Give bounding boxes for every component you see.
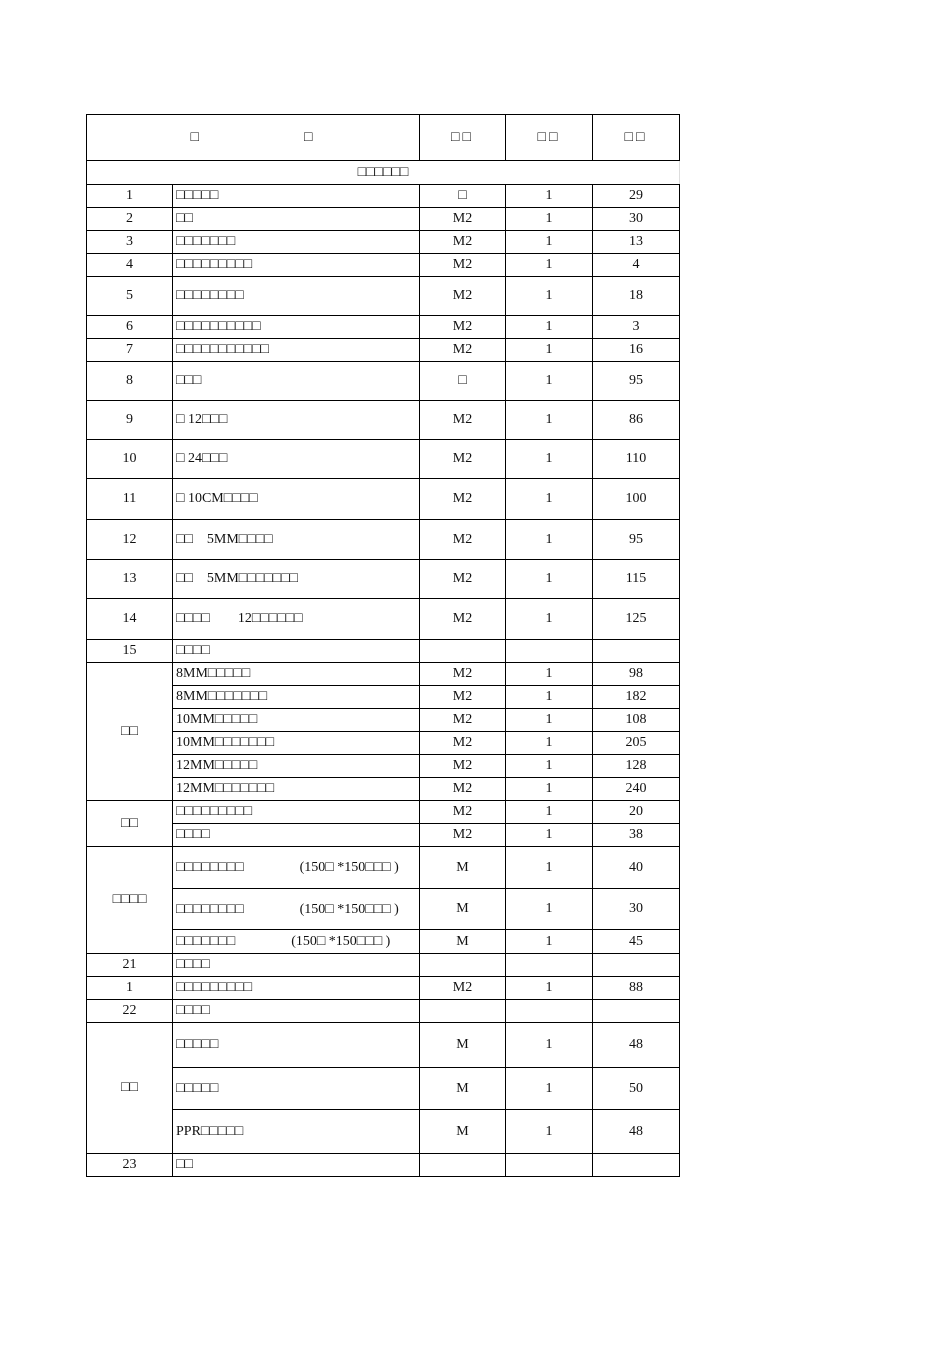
item-qty: 1 xyxy=(506,339,593,362)
item-qty: 1 xyxy=(506,732,593,755)
table-row xyxy=(87,732,680,755)
section-title: □□□□□□ xyxy=(87,161,680,185)
item-price xyxy=(593,1000,680,1023)
item-price: 100 xyxy=(593,479,680,520)
item-unit: M2 xyxy=(420,520,506,560)
item-price: 18 xyxy=(593,277,680,316)
row-number: 5 xyxy=(87,277,173,316)
table-row xyxy=(87,1000,680,1023)
row-number: 8 xyxy=(87,362,173,401)
item-price: 38 xyxy=(593,824,680,847)
item-price: 48 xyxy=(593,1023,680,1068)
table-row xyxy=(87,977,680,1000)
item-qty: 1 xyxy=(506,560,593,599)
row-number: 13 xyxy=(87,560,173,599)
item-name: □□□□□□□□ xyxy=(173,277,420,316)
item-unit: M2 xyxy=(420,977,506,1000)
item-name: □□ xyxy=(173,208,420,231)
item-qty: 1 xyxy=(506,977,593,1000)
item-price: 86 xyxy=(593,401,680,440)
item-name: □□□□□ xyxy=(173,185,420,208)
row-number: 12 xyxy=(87,520,173,560)
item-price: 20 xyxy=(593,801,680,824)
table-row xyxy=(87,1023,680,1068)
table-row xyxy=(87,930,680,954)
table-row xyxy=(87,847,680,889)
item-name: □□ 5MM□□□□□□□ xyxy=(173,560,420,599)
item-name: □□ xyxy=(173,1154,420,1177)
item-price: 45 xyxy=(593,930,680,954)
item-unit xyxy=(420,1000,506,1023)
row-number: 3 xyxy=(87,231,173,254)
item-qty: 1 xyxy=(506,686,593,709)
header-qty: □□ xyxy=(506,115,593,161)
table-row xyxy=(87,208,680,231)
row-number: 21 xyxy=(87,954,173,977)
item-qty: 1 xyxy=(506,520,593,560)
item-name: □□□□□□□ (150□ *150□□□ ) xyxy=(173,930,420,954)
header-price: □□ xyxy=(593,115,680,161)
item-price: 98 xyxy=(593,663,680,686)
item-name: □□□□ xyxy=(173,824,420,847)
item-unit: M2 xyxy=(420,401,506,440)
group-label: □□ xyxy=(87,663,173,801)
item-unit: M2 xyxy=(420,686,506,709)
item-qty: 1 xyxy=(506,1110,593,1154)
item-price xyxy=(593,1154,680,1177)
item-qty xyxy=(506,954,593,977)
item-qty: 1 xyxy=(506,1068,593,1110)
item-name: 12MM□□□□□ xyxy=(173,755,420,778)
item-price: 110 xyxy=(593,440,680,479)
item-price: 50 xyxy=(593,1068,680,1110)
item-unit: M xyxy=(420,930,506,954)
item-name: □ 24□□□ xyxy=(173,440,420,479)
item-price: 30 xyxy=(593,208,680,231)
item-price: 48 xyxy=(593,1110,680,1154)
item-name: □□ 5MM□□□□ xyxy=(173,520,420,560)
table-row xyxy=(87,954,680,977)
item-unit: M2 xyxy=(420,732,506,755)
table-row xyxy=(87,778,680,801)
row-number: 4 xyxy=(87,254,173,277)
item-price: 29 xyxy=(593,185,680,208)
item-unit xyxy=(420,640,506,663)
item-qty: 1 xyxy=(506,930,593,954)
item-qty: 1 xyxy=(506,824,593,847)
item-unit: M xyxy=(420,1110,506,1154)
item-qty: 1 xyxy=(506,778,593,801)
table-row xyxy=(87,599,680,640)
row-number: 14 xyxy=(87,599,173,640)
item-name: □□□□□□□□□ xyxy=(173,254,420,277)
item-qty: 1 xyxy=(506,479,593,520)
item-qty: 1 xyxy=(506,401,593,440)
group-label: □□ xyxy=(87,1023,173,1154)
item-qty: 1 xyxy=(506,185,593,208)
table-row xyxy=(87,801,680,824)
item-price: 128 xyxy=(593,755,680,778)
item-qty xyxy=(506,1154,593,1177)
item-qty: 1 xyxy=(506,231,593,254)
table-row xyxy=(87,709,680,732)
item-name: □□□□ xyxy=(173,1000,420,1023)
table-row xyxy=(87,231,680,254)
table-row xyxy=(87,520,680,560)
table-row xyxy=(87,479,680,520)
row-number: 1 xyxy=(87,185,173,208)
item-name: □□□□□□□□ (150□ *150□□□ ) xyxy=(173,889,420,930)
header-unit: □□ xyxy=(420,115,506,161)
item-unit: M2 xyxy=(420,560,506,599)
item-name: □□□□□ xyxy=(173,1068,420,1110)
item-qty: 1 xyxy=(506,801,593,824)
item-unit: M2 xyxy=(420,755,506,778)
item-unit: M xyxy=(420,847,506,889)
item-name: □□□ xyxy=(173,362,420,401)
item-unit: M2 xyxy=(420,277,506,316)
item-price: 115 xyxy=(593,560,680,599)
item-qty: 1 xyxy=(506,362,593,401)
item-name: □□□□ 12□□□□□□ xyxy=(173,599,420,640)
item-qty: 1 xyxy=(506,847,593,889)
row-number: 23 xyxy=(87,1154,173,1177)
item-price xyxy=(593,954,680,977)
item-name: 8MM□□□□□ xyxy=(173,663,420,686)
item-name: □□□□ xyxy=(173,640,420,663)
group-label: □□□□ xyxy=(87,847,173,954)
item-unit xyxy=(420,954,506,977)
item-price: 4 xyxy=(593,254,680,277)
item-unit: M xyxy=(420,1023,506,1068)
row-number: 10 xyxy=(87,440,173,479)
item-name: 8MM□□□□□□□ xyxy=(173,686,420,709)
table-row xyxy=(87,889,680,930)
table-row xyxy=(87,316,680,339)
item-price: 88 xyxy=(593,977,680,1000)
item-price: 95 xyxy=(593,520,680,560)
item-qty: 1 xyxy=(506,663,593,686)
table-row xyxy=(87,339,680,362)
item-name: □ 10CM□□□□ xyxy=(173,479,420,520)
item-unit: M2 xyxy=(420,709,506,732)
table-row xyxy=(87,640,680,663)
item-name: □□□□□□□□□ xyxy=(173,801,420,824)
table-row xyxy=(87,1068,680,1110)
item-unit: M2 xyxy=(420,663,506,686)
item-unit: M2 xyxy=(420,440,506,479)
item-qty: 1 xyxy=(506,755,593,778)
row-number: 7 xyxy=(87,339,173,362)
item-price: 30 xyxy=(593,889,680,930)
item-unit: M2 xyxy=(420,824,506,847)
item-price: 40 xyxy=(593,847,680,889)
item-price: 125 xyxy=(593,599,680,640)
item-unit: □ xyxy=(420,362,506,401)
item-qty: 1 xyxy=(506,440,593,479)
item-price: 240 xyxy=(593,778,680,801)
table-row xyxy=(87,440,680,479)
table-row xyxy=(87,401,680,440)
item-unit: M xyxy=(420,1068,506,1110)
header-row xyxy=(87,115,680,161)
item-price: 108 xyxy=(593,709,680,732)
item-name: □□□□□ xyxy=(173,1023,420,1068)
table-row xyxy=(87,755,680,778)
item-name: □ 12□□□ xyxy=(173,401,420,440)
row-number: 22 xyxy=(87,1000,173,1023)
item-price: 16 xyxy=(593,339,680,362)
item-price: 13 xyxy=(593,231,680,254)
header-name: □ □ xyxy=(87,115,420,161)
item-qty: 1 xyxy=(506,208,593,231)
item-price: 95 xyxy=(593,362,680,401)
item-name: □□□□□□□□□□ xyxy=(173,316,420,339)
item-unit xyxy=(420,1154,506,1177)
item-unit: M2 xyxy=(420,316,506,339)
table-row xyxy=(87,1110,680,1154)
item-qty: 1 xyxy=(506,709,593,732)
item-price: 182 xyxy=(593,686,680,709)
item-name: 10MM□□□□□ xyxy=(173,709,420,732)
item-unit: M2 xyxy=(420,479,506,520)
row-number: 1 xyxy=(87,977,173,1000)
table-row xyxy=(87,185,680,208)
item-name: 12MM□□□□□□□ xyxy=(173,778,420,801)
item-qty xyxy=(506,1000,593,1023)
row-number: 11 xyxy=(87,479,173,520)
table-row xyxy=(87,824,680,847)
price-table xyxy=(86,114,680,1177)
item-name: □□□□□□□ xyxy=(173,231,420,254)
item-unit: M2 xyxy=(420,339,506,362)
table-row xyxy=(87,663,680,686)
item-unit: M xyxy=(420,889,506,930)
item-qty: 1 xyxy=(506,316,593,339)
row-number: 6 xyxy=(87,316,173,339)
item-price xyxy=(593,640,680,663)
item-qty: 1 xyxy=(506,277,593,316)
item-name: □□□□□□□□□ xyxy=(173,977,420,1000)
row-number: 9 xyxy=(87,401,173,440)
item-unit: □ xyxy=(420,185,506,208)
item-price: 3 xyxy=(593,316,680,339)
item-name: PPR□□□□□ xyxy=(173,1110,420,1154)
item-unit: M2 xyxy=(420,231,506,254)
item-name: □□□□□□□□□□□ xyxy=(173,339,420,362)
item-unit: M2 xyxy=(420,801,506,824)
item-qty: 1 xyxy=(506,599,593,640)
item-qty xyxy=(506,640,593,663)
item-unit: M2 xyxy=(420,778,506,801)
table-row xyxy=(87,560,680,599)
table-row xyxy=(87,277,680,316)
item-unit: M2 xyxy=(420,254,506,277)
item-unit: M2 xyxy=(420,599,506,640)
row-number: 2 xyxy=(87,208,173,231)
item-name: □□□□□□□□ (150□ *150□□□ ) xyxy=(173,847,420,889)
table-row xyxy=(87,254,680,277)
item-unit: M2 xyxy=(420,208,506,231)
group-label: □□ xyxy=(87,801,173,847)
table-row xyxy=(87,362,680,401)
row-number: 15 xyxy=(87,640,173,663)
item-name: 10MM□□□□□□□ xyxy=(173,732,420,755)
table-row xyxy=(87,686,680,709)
item-price: 205 xyxy=(593,732,680,755)
table-row xyxy=(87,1154,680,1177)
item-qty: 1 xyxy=(506,889,593,930)
item-qty: 1 xyxy=(506,1023,593,1068)
item-qty: 1 xyxy=(506,254,593,277)
item-name: □□□□ xyxy=(173,954,420,977)
section-title-row xyxy=(87,161,680,185)
